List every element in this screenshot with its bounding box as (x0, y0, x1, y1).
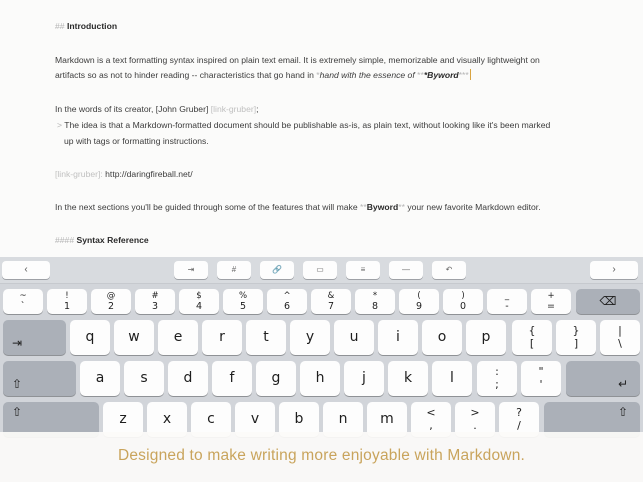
key-j[interactable] (344, 361, 384, 396)
shift-icon: ⇧ (617, 405, 628, 419)
key-semicolon[interactable] (477, 361, 517, 396)
key-8[interactable] (355, 289, 395, 314)
delete-icon: ⌫ (599, 294, 617, 308)
key-shift-label: { (528, 324, 536, 337)
key-shift-label: # (151, 291, 159, 301)
key-w[interactable] (114, 320, 154, 355)
key-p[interactable] (466, 320, 506, 355)
key-r[interactable] (202, 320, 242, 355)
paragraph-1-line-1: Markdown is a text formatting syntax inspired on plain text email. It is extremely simple, memorizable and visually lightweight on (55, 55, 540, 65)
key-label: ' (539, 378, 543, 391)
key-3[interactable] (135, 289, 175, 314)
paragraph-text: In the next sections you'll be guided through some of the features that will make (55, 202, 358, 212)
list-tool-icon[interactable]: ≡ (346, 261, 380, 279)
key-label: f (229, 370, 235, 386)
bold-marker: ** (417, 70, 424, 80)
key-s[interactable] (124, 361, 164, 396)
key-label: . (473, 419, 477, 432)
key-7[interactable] (311, 289, 351, 314)
paragraph-1-line-2 (55, 69, 471, 82)
tab-icon: ⇥ (12, 336, 23, 350)
key-5[interactable] (223, 289, 263, 314)
key-u[interactable] (334, 320, 374, 355)
key-label: i (396, 329, 400, 345)
key-label: r (219, 329, 225, 345)
key-shift-label: ? (516, 406, 522, 419)
link-tool-icon[interactable]: 🔗 (260, 261, 294, 279)
key-shift-label: } (572, 324, 580, 337)
key-shift-label: < (426, 406, 436, 419)
indent-tool-icon[interactable]: ⇥ (174, 261, 208, 279)
heading-syntax-reference (55, 234, 149, 247)
heading-text: Syntax Reference (76, 235, 149, 245)
key-1[interactable] (47, 289, 87, 314)
key-minus[interactable] (487, 289, 527, 314)
key-equals[interactable] (531, 289, 571, 314)
heading-introduction (55, 20, 117, 33)
paragraph-text: artifacts so as not to hinder reading -- characteristics that go hand in (55, 70, 314, 80)
key-quote[interactable] (521, 361, 561, 396)
key-shift-label: ( (417, 291, 421, 301)
delete-key[interactable] (576, 289, 640, 314)
key-shift-label: | (618, 324, 622, 337)
key-shift-label: $ (196, 291, 202, 301)
heading-marker: #### (55, 235, 75, 245)
key-label: x (162, 411, 172, 427)
key-label: 9 (415, 301, 423, 312)
key-l[interactable] (432, 361, 472, 396)
key-label: - (505, 301, 509, 312)
paragraph-2 (55, 103, 259, 116)
italic-text: hand with the essence of (319, 70, 415, 80)
key-shift-label: @ (106, 291, 116, 301)
key-shift-label: ~ (19, 291, 27, 301)
image-tool-icon[interactable]: ▭ (303, 261, 337, 279)
key-backtick[interactable] (3, 289, 43, 314)
key-label: ] (573, 337, 579, 350)
key-shift-label: & (327, 291, 335, 301)
key-label: k (403, 370, 413, 386)
key-label: z (119, 411, 127, 427)
bold-marker-close: ** (398, 202, 405, 212)
reference-line (55, 168, 193, 181)
paragraph-3 (55, 201, 541, 214)
quote-text: The idea is that a Markdown-formatted document should be publishable as-is, as plain text, without looking like it's been marked (64, 120, 551, 130)
key-label: , (429, 419, 433, 432)
key-label: b (294, 411, 304, 427)
key-k[interactable] (388, 361, 428, 396)
heading-text: Introduction (66, 21, 118, 31)
return-key[interactable] (566, 361, 640, 396)
key-label: w (128, 329, 140, 345)
key-shift-label: + (547, 291, 555, 301)
key-shift-label: _ (504, 291, 510, 301)
key-label: 0 (459, 301, 467, 312)
key-label: 1 (63, 301, 71, 312)
header-tool-icon[interactable]: # (217, 261, 251, 279)
key-shift-label: % (238, 291, 248, 301)
link-ref: [link-gruber] (210, 104, 257, 114)
key-label: 2 (107, 301, 115, 312)
key-f[interactable] (212, 361, 252, 396)
key-label: [ (529, 337, 535, 350)
key-label: q (85, 329, 95, 345)
key-label: s (140, 370, 148, 386)
blockquote-line-2: up with tags or formatting instructions. (64, 136, 209, 146)
quote-marker: > (57, 120, 63, 130)
key-right-brace[interactable] (556, 320, 596, 355)
key-label: j (362, 370, 366, 386)
key-label: ; (495, 378, 499, 391)
paragraph-text: In the words of its creator, (55, 104, 154, 114)
key-e[interactable] (158, 320, 198, 355)
key-shift-label: " (538, 365, 544, 378)
key-shift-label: : (495, 365, 499, 378)
key-y[interactable] (290, 320, 330, 355)
key-q[interactable] (70, 320, 110, 355)
key-0[interactable] (443, 289, 483, 314)
link-text[interactable]: [John Gruber] (155, 104, 209, 114)
shift-key-left[interactable] (3, 361, 76, 396)
shift-icon: ⇧ (12, 405, 23, 419)
key-shift-label: ) (461, 291, 465, 301)
key-6[interactable] (267, 289, 307, 314)
key-label: 4 (195, 301, 203, 312)
key-shift-label: ! (65, 291, 69, 301)
key-label: o (437, 329, 447, 345)
key-label: y (305, 329, 315, 345)
key-label: / (517, 419, 521, 432)
key-label: h (315, 370, 325, 386)
key-label: u (349, 329, 359, 345)
key-label: a (95, 370, 105, 386)
key-label: v (250, 411, 260, 427)
bold-marker: ** (360, 202, 367, 212)
blockquote-line-1 (57, 119, 550, 132)
key-4[interactable] (179, 289, 219, 314)
key-label: ` (20, 301, 26, 312)
key-9[interactable] (399, 289, 439, 314)
italic-marker: * (316, 70, 320, 80)
key-label: 6 (283, 301, 291, 312)
key-d[interactable] (168, 361, 208, 396)
return-icon: ↵ (617, 377, 628, 391)
key-label: d (183, 370, 193, 386)
promo-caption-banner (0, 432, 643, 482)
heading-marker: ## (55, 21, 65, 31)
key-label: m (380, 411, 394, 427)
paragraph-text: your new favorite Markdown editor. (407, 202, 541, 212)
key-h[interactable] (300, 361, 340, 396)
key-label: n (338, 411, 348, 427)
reference-label: [link-gruber]: (55, 169, 103, 179)
key-a[interactable] (80, 361, 120, 396)
shift-icon: ⇧ (12, 377, 23, 391)
reference-url[interactable]: http://daringfireball.net/ (105, 169, 193, 179)
key-label: 8 (371, 301, 379, 312)
key-2[interactable] (91, 289, 131, 314)
undo-tool-icon[interactable]: ↶ (432, 261, 466, 279)
hr-tool-icon[interactable]: — (389, 261, 423, 279)
toolbar-next-button[interactable]: › (590, 261, 638, 279)
key-shift-label: ^ (283, 291, 291, 301)
tab-key[interactable] (3, 320, 66, 355)
toolbar-prev-button[interactable]: ‹ (2, 261, 50, 279)
markdown-toolbar (0, 257, 643, 284)
key-label: p (481, 329, 491, 345)
key-t[interactable] (246, 320, 286, 355)
key-left-brace[interactable] (512, 320, 552, 355)
key-label: 5 (239, 301, 247, 312)
key-i[interactable] (378, 320, 418, 355)
key-shift-label: > (470, 406, 480, 419)
key-label: \ (618, 337, 622, 350)
key-backslash[interactable] (600, 320, 640, 355)
promo-caption-text: Designed to make writing more enjoyable with Markdown. (117, 447, 526, 464)
key-label: g (271, 370, 281, 386)
bold-marker-close: *** (458, 70, 469, 80)
key-label: c (207, 411, 215, 427)
key-label: 7 (327, 301, 335, 312)
key-label: = (547, 301, 555, 312)
bold-text: Byword (366, 202, 399, 212)
key-label: e (173, 329, 183, 345)
punctuation: ; (256, 104, 259, 114)
key-o[interactable] (422, 320, 462, 355)
key-shift-label: * (372, 291, 378, 301)
bold-text: *Byword (423, 70, 459, 80)
key-g[interactable] (256, 361, 296, 396)
key-label: t (263, 329, 269, 345)
key-label: l (450, 370, 454, 386)
key-label: 3 (151, 301, 159, 312)
text-caret (470, 69, 471, 80)
